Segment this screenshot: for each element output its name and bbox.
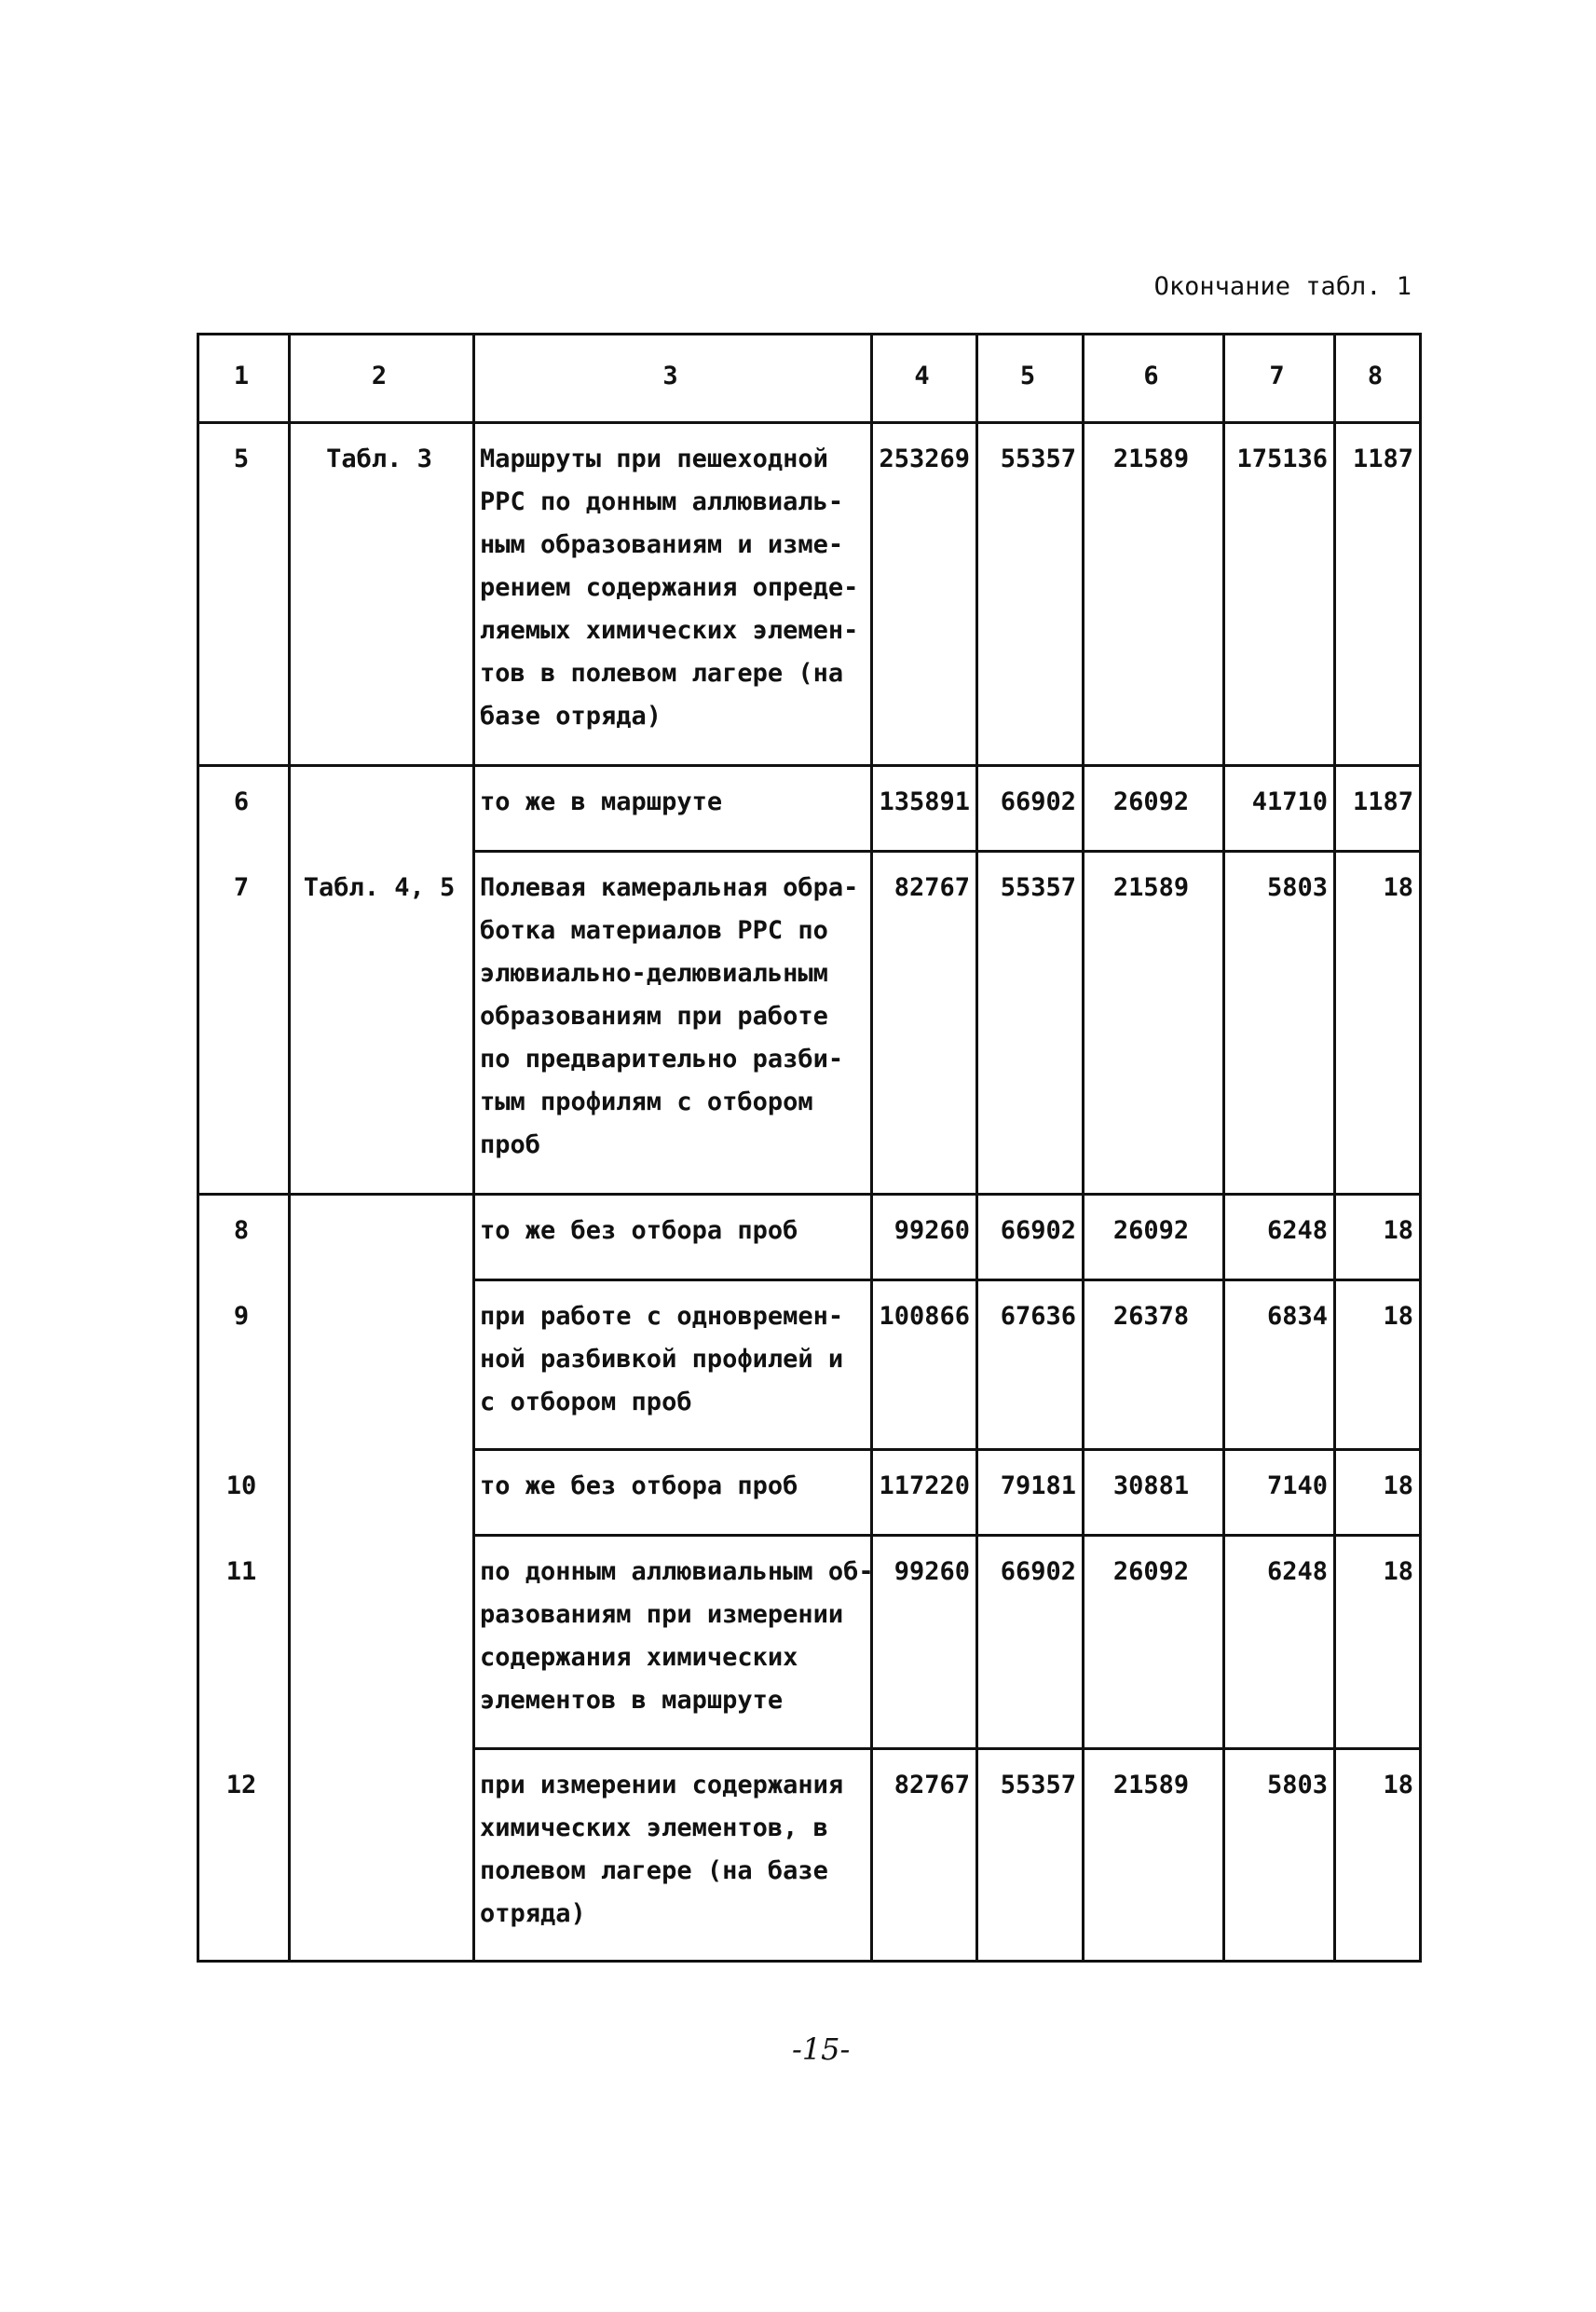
row-description-line: при измерении содержания [480, 1771, 844, 1799]
row-value: 18 [1383, 1771, 1413, 1799]
row-description-line: ным образованиям и изме- [480, 530, 844, 559]
row-value: 7140 [1266, 1471, 1328, 1500]
table-row-border [197, 1193, 1422, 1196]
row-description-line: элювиально-делювиальным [480, 959, 828, 988]
row-description-line: Полевая камеральная обра- [480, 873, 859, 902]
row-description-line: то же без отбора проб [480, 1216, 798, 1245]
row-value: 5803 [1266, 873, 1328, 902]
row-value: 5803 [1266, 1771, 1328, 1799]
row-description-line: полевом лагере (на базе [480, 1856, 828, 1885]
row-description-line: химических элементов, в [480, 1813, 828, 1842]
row-number: 6 [233, 787, 250, 816]
table-row-border [472, 850, 1422, 853]
row-value: 30881 [1112, 1471, 1190, 1500]
row-value: 26092 [1112, 787, 1190, 816]
row-description-line: то же в маршруте [480, 787, 723, 816]
table-column-border [1222, 333, 1225, 1963]
table-column-border [870, 333, 873, 1963]
row-reference: Табл. 4, 5 [303, 873, 456, 902]
row-value: 21589 [1112, 445, 1190, 473]
row-value: 1187 [1352, 445, 1413, 473]
header-cell: 2 [371, 362, 388, 390]
row-value: 41710 [1251, 787, 1328, 816]
row-number: 7 [233, 873, 250, 902]
row-value: 18 [1383, 873, 1413, 902]
header-cell: 8 [1367, 362, 1384, 390]
row-description-line: отряда) [480, 1899, 586, 1928]
row-description-line: ной разбивкой профилей и [480, 1345, 844, 1374]
row-value: 6248 [1266, 1557, 1328, 1586]
row-reference: Табл. 3 [326, 445, 432, 473]
row-value: 26092 [1112, 1216, 1190, 1245]
row-value: 26378 [1112, 1302, 1190, 1331]
row-value: 21589 [1112, 873, 1190, 902]
table-column-border [288, 333, 291, 1963]
row-description-line: то же без отбора проб [480, 1471, 798, 1500]
table-caption: Окончание табл. 1 [1153, 272, 1412, 301]
row-number: 8 [233, 1216, 250, 1245]
row-description-line: РРС по донным аллювиаль- [480, 487, 844, 516]
row-value: 1187 [1352, 787, 1413, 816]
row-value: 82767 [893, 1771, 970, 1799]
row-value: 18 [1383, 1302, 1413, 1331]
row-description-line: рением содержания опреде- [480, 573, 859, 602]
row-value: 55357 [1000, 873, 1076, 902]
row-description-line: проб [480, 1130, 541, 1159]
row-number: 9 [233, 1302, 250, 1331]
header-cell: 7 [1269, 362, 1285, 390]
data-table [197, 333, 1422, 1963]
row-value: 66902 [1000, 1557, 1076, 1586]
row-value: 100866 [879, 1302, 970, 1331]
row-value: 99260 [893, 1216, 970, 1245]
row-description-line: элементов в маршруте [480, 1686, 784, 1715]
row-value: 66902 [1000, 787, 1076, 816]
table-row-border [197, 333, 1422, 335]
table-row-border [472, 1747, 1422, 1750]
header-cell: 3 [662, 362, 678, 390]
row-value: 79181 [1000, 1471, 1076, 1500]
table-column-border [197, 333, 199, 1963]
row-description-line: ляемых химических элемен- [480, 616, 859, 645]
row-value: 18 [1383, 1216, 1413, 1245]
row-value: 66902 [1000, 1216, 1076, 1245]
row-value: 175136 [1236, 445, 1328, 473]
row-number: 5 [233, 445, 250, 473]
row-value: 21589 [1112, 1771, 1190, 1799]
row-number: 10 [225, 1471, 257, 1500]
row-description-line: ботка материалов РРС по [480, 916, 828, 945]
header-cell: 4 [914, 362, 930, 390]
row-value: 82767 [893, 873, 970, 902]
row-description-line: содержания химических [480, 1643, 798, 1672]
row-value: 55357 [1000, 445, 1076, 473]
row-value: 55357 [1000, 1771, 1076, 1799]
table-row-border [197, 764, 1422, 767]
table-row-border [472, 1448, 1422, 1451]
table-column-border [1419, 333, 1422, 1963]
row-value: 99260 [893, 1557, 970, 1586]
row-description-line: по предварительно разби- [480, 1045, 844, 1074]
table-column-border [975, 333, 978, 1963]
table-column-border [1333, 333, 1336, 1963]
row-value: 253269 [879, 445, 970, 473]
table-row-border [472, 1534, 1422, 1537]
row-value: 67636 [1000, 1302, 1076, 1331]
table-row-border [197, 421, 1422, 424]
header-cell: 1 [233, 362, 250, 390]
row-description-line: при работе с одновремен- [480, 1302, 844, 1331]
row-value: 135891 [879, 787, 970, 816]
header-cell: 6 [1143, 362, 1159, 390]
row-description-line: Маршруты при пешеходной [480, 445, 828, 473]
row-description-line: образованиям при работе [480, 1002, 828, 1031]
row-number: 11 [225, 1557, 257, 1586]
row-description-line: по донным аллювиальным об- [480, 1557, 874, 1586]
row-value: 117220 [879, 1471, 970, 1500]
header-cell: 5 [1019, 362, 1036, 390]
row-description-line: тым профилям с отбором [480, 1088, 813, 1116]
table-row-border [197, 1960, 1422, 1963]
row-value: 26092 [1112, 1557, 1190, 1586]
row-description-line: тов в полевом лагере (на [480, 659, 844, 688]
row-value: 18 [1383, 1557, 1413, 1586]
row-value: 6248 [1266, 1216, 1328, 1245]
row-description-line: базе отряда) [480, 702, 662, 731]
page-number: -15- [792, 2032, 851, 2067]
row-description-line: с отбором проб [480, 1388, 692, 1416]
row-number: 12 [225, 1771, 257, 1799]
row-value: 6834 [1266, 1302, 1328, 1331]
row-description-line: разованиям при измерении [480, 1600, 844, 1629]
table-row-border [472, 1279, 1422, 1281]
table-column-border [472, 333, 475, 1963]
table-column-border [1082, 333, 1084, 1963]
row-value: 18 [1383, 1471, 1413, 1500]
